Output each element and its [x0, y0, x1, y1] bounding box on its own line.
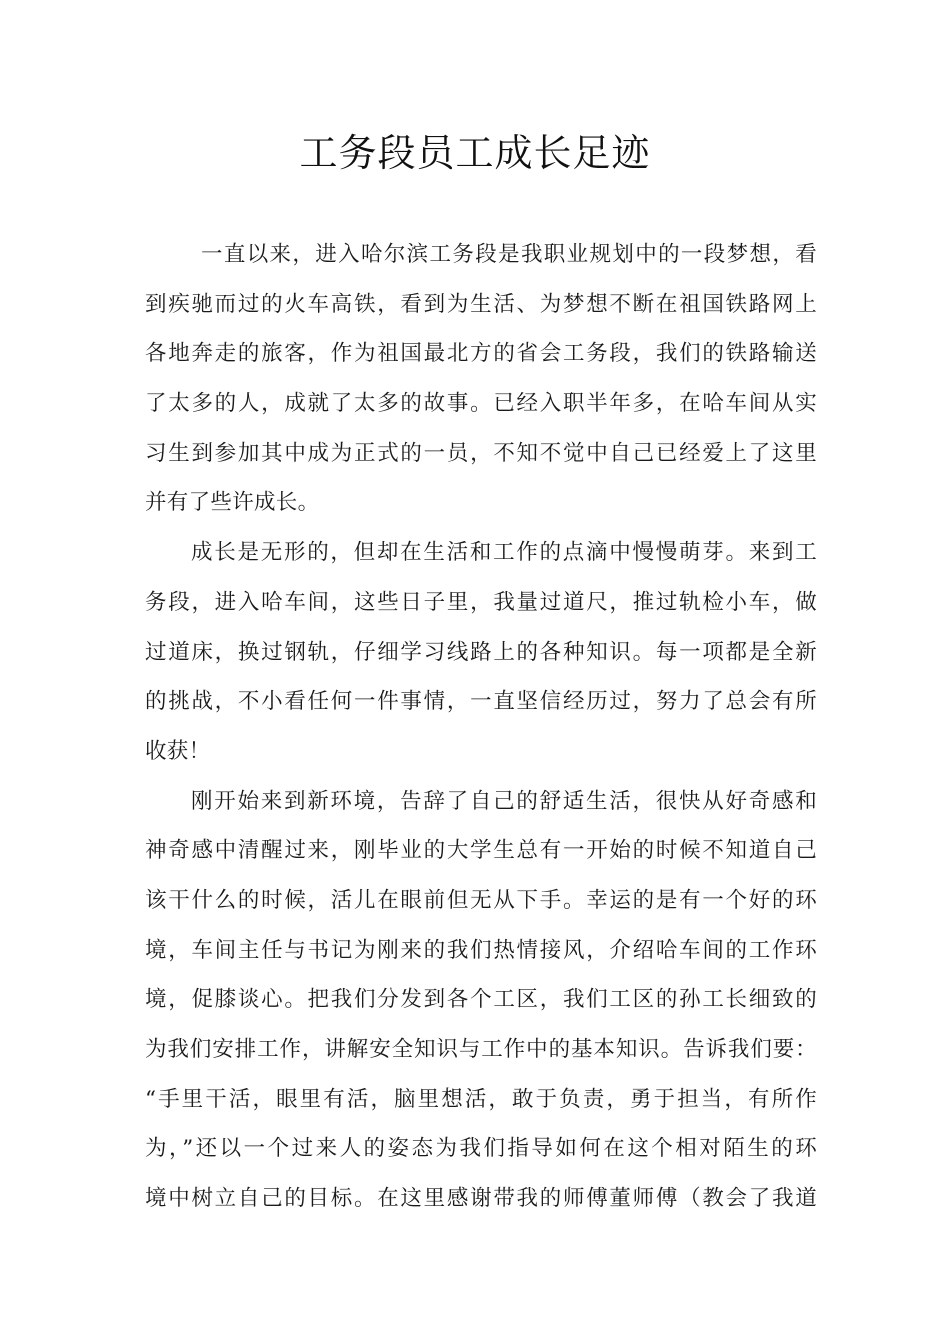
paragraph-2 — [145, 528, 817, 776]
text-line: 一直以来，进入哈尔滨工务段是我职业规划中的一段梦想，看 — [201, 242, 817, 267]
text-line: 收获！ — [145, 738, 211, 764]
text-line: 境，促膝谈心。把我们分发到各个工区，我们工区的孙工长细致的 — [145, 987, 817, 1013]
text-line: 到疾驰而过的火车高铁，看到为生活、为梦想不断在祖国铁路网上 — [145, 291, 817, 317]
text-line: 为，”还以一个过来人的姿态为我们指导如何在这个相对陌生的环 — [145, 1136, 817, 1162]
text-line: 神奇感中清醒过来，刚毕业的大学生总有一开始的时候不知道自己 — [145, 838, 817, 864]
text-line: 境，车间主任与书记为刚来的我们热情接风，介绍哈车间的工作环 — [145, 937, 817, 963]
text-line: 该干什么的时候，活儿在眼前但无从下手。幸运的是有一个好的环 — [145, 887, 817, 913]
paragraph-1 — [145, 230, 817, 528]
text-line: 务段，进入哈车间，这些日子里，我量过道尺，推过轨检小车，做 — [145, 589, 817, 615]
text-line: 成长是无形的，但却在生活和工作的点滴中慢慢萌芽。来到工 — [191, 540, 817, 566]
text-line: “手里干活，眼里有活，脑里想活，敢于负责，勇于担当，有所作 — [145, 1086, 817, 1112]
text-line: 境中树立自己的目标。在这里感谢带我的师傅董师傅（教会了我道 — [145, 1186, 817, 1212]
document-title: 工务段员工成长足迹 — [299, 131, 651, 175]
text-line: 习生到参加其中成为正式的一员，不知不觉中自己已经爱上了这里 — [145, 440, 817, 466]
text-line: 过道床，换过钢轨，仔细学习线路上的各种知识。每一项都是全新 — [145, 639, 817, 665]
text-line: 为我们安排工作，讲解安全知识与工作中的基本知识。告诉我们要： — [145, 1037, 817, 1062]
text-line: 刚开始来到新环境，告辞了自己的舒适生活，很快从好奇感和 — [191, 788, 817, 814]
text-line: 了太多的人，成就了太多的故事。已经入职半年多，在哈车间从实 — [145, 391, 817, 417]
paragraph-3 — [145, 777, 817, 1224]
text-line: 各地奔走的旅客，作为祖国最北方的省会工务段，我们的铁路输送 — [145, 341, 817, 367]
document-body — [145, 230, 817, 1224]
text-line: 并有了些许成长。 — [145, 490, 320, 516]
text-line: 的挑战，不小看任何一件事情，一直坚信经历过，努力了总会有所 — [145, 689, 817, 715]
